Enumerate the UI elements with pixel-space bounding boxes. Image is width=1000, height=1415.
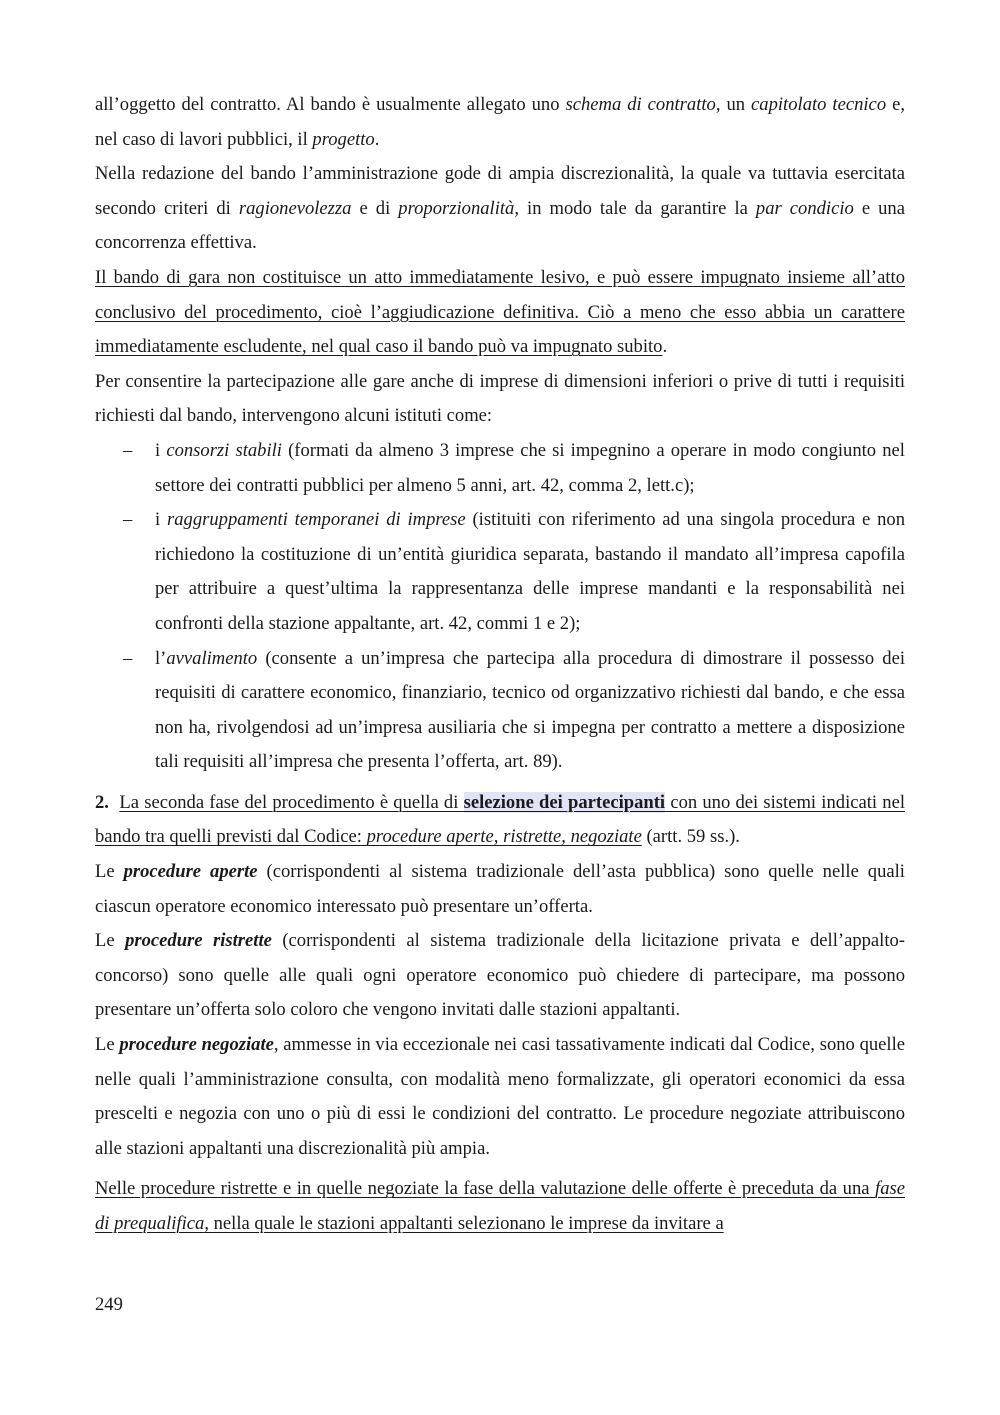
text-run: .: [662, 336, 668, 358]
italic-term: avvalimento: [166, 647, 258, 669]
institutes-list: [95, 434, 905, 780]
text-run: (artt. 59 ss.).: [641, 826, 740, 848]
highlighted-text[interactable]: selezione dei partecipanti: [463, 791, 666, 813]
paragraph-procedure-aperte: [95, 855, 905, 924]
list-item: [95, 642, 905, 780]
underlined-text: con uno dei sistemi indicati nel bando tra quelli previsti dal Codice:: [95, 791, 905, 848]
paragraph-partecipazione: Per consentire la partecipazione alle gare anche di imprese di dimensioni inferiori o prive di tutti i requisiti richiesti dal bando, intervengono alcuni istituti come:: [95, 370, 905, 427]
text-run: (istituiti con riferimento ad una singola procedura e non richiedono la costituzione di un’entità giuridica separata, bastando il mandato all’impresa capofila per attribuire a quest’ultima la rappresentanza delle imprese mandanti e la responsabilità nei confronti della stazione appaltante, art. 42, commi 1 e 2);: [155, 509, 905, 634]
italic-term: par condicio: [755, 197, 854, 219]
underlined-text: La seconda fase del procedimento è quella di: [119, 791, 464, 813]
text-run: (formati da almeno 3 imprese che si impegnino a operare in modo congiunto nel settore dei contratti pubblici per almeno 5 anni, art. 42, comma 2, lett.c);: [155, 439, 905, 496]
italic-term: raggruppamenti temporanei di imprese: [167, 509, 466, 531]
text-run: i: [155, 439, 167, 461]
document-body: [95, 88, 905, 1242]
italic-term: progetto: [312, 128, 375, 150]
section-number: 2.: [95, 791, 109, 813]
text-run: , ammesse in via eccezionale nei casi tassativamente indicati dal Codice, sono quelle nelle quali l’amministrazione consulta, con modalità meno formalizzate, gli operatori economici da essa prescelti e negozia con uno o più di essi le condizioni del contratto. Le procedure negoziate attribuiscono alle stazioni appaltanti una discrezionalità più ampia.: [95, 1034, 906, 1159]
bold-italic-term: procedure ristrette: [125, 930, 272, 952]
text-run: , in modo tale da garantire la: [514, 197, 756, 219]
text-run: (consente a un’impresa che partecipa alla procedura di dimostrare il possesso dei requisiti di carattere economico, finanziario, tecnico od organizzativo richiesti dal bando, e che essa non ha, rivolgendosi ad un’impresa ausiliaria che si impegna per contratto a mettere a disposizione tali requisiti all’impresa che presenta l’offerta, art. 89).: [155, 647, 905, 773]
page-number: 249: [95, 1294, 123, 1315]
text-run: (corrispondenti al sistema tradizionale della licitazione privata e dell’appalto-concorso) sono quelle alle quali ogni operatore economico può chiedere di partecipare, ma possono presentare un’offerta solo coloro che vengono invitati dalle stazioni appaltanti.: [95, 930, 905, 1021]
text-run: all’oggetto del contratto. Al bando è usualmente allegato uno: [95, 94, 566, 115]
paragraph-procedure-ristrette: [95, 924, 905, 1028]
text-run: (corrispondenti al sistema tradizionale dell’asta pubblica) sono quelle nelle quali ciascun operatore economico interessato può presentare un’offerta.: [95, 861, 905, 917]
text-run: i: [155, 509, 167, 531]
paragraph-procedure-negoziate: [95, 1028, 905, 1166]
paragraph-bando-allegati: [95, 88, 905, 157]
paragraph-prequalifica: [95, 1172, 905, 1241]
bold-italic-term: procedure negoziate: [119, 1034, 274, 1056]
italic-term: consorzi stabili: [166, 439, 282, 461]
list-item: [95, 503, 905, 641]
list-item: [95, 434, 905, 503]
paragraph-impugnazione: [95, 261, 905, 365]
underlined-italic-term: procedure aperte, ristrette, negoziate: [366, 826, 642, 848]
text-run: Le: [95, 930, 126, 952]
underlined-text: Il bando di gara non costituisce un atto immediatamente lesivo, e può essere impugnato insieme all’atto conclusivo del procedimento, cioè l’aggiudicazione definitiva. Ciò a meno che esso abbia un carattere immediatamente escludente, nel qual caso il bando può va impugnato subito: [95, 266, 905, 358]
dash-bullet: –: [123, 509, 133, 531]
text-run: e di: [351, 197, 399, 219]
paragraph-discrezionalita: [95, 157, 905, 261]
paragraph-selezione-partecipanti: [95, 786, 905, 855]
bold-italic-term: procedure aperte: [123, 861, 258, 883]
italic-term: ragionevolezza: [238, 197, 352, 219]
text-run: Le: [95, 1034, 120, 1056]
dash-bullet: –: [123, 647, 133, 669]
text-run: Nella redazione del bando l’amministrazione gode di ampia discrezionalità, la quale va tuttavia esercitata secondo criteri di: [95, 163, 905, 219]
text-run: , un: [715, 94, 752, 115]
underlined-italic-term: fase di prequalifica: [95, 1178, 905, 1234]
italic-term: capitolato tecnico: [751, 94, 887, 115]
text-run: e una concorrenza effettiva.: [95, 197, 905, 254]
dash-bullet: –: [123, 439, 133, 461]
text-run: l’: [155, 647, 167, 669]
text-run: e, nel caso di lavori pubblici, il: [95, 94, 906, 150]
italic-term: proporzionalità: [398, 197, 515, 219]
underlined-text: Nelle procedure ristrette e in quelle negoziate la fase della valutazione delle offerte è preceduta da una: [95, 1178, 876, 1200]
text-run: .: [374, 128, 380, 150]
underlined-text: , nella quale le stazioni appaltanti selezionano le imprese da invitare a: [204, 1213, 724, 1234]
text-run: Le: [95, 861, 124, 883]
italic-term: schema di contratto: [565, 94, 716, 115]
